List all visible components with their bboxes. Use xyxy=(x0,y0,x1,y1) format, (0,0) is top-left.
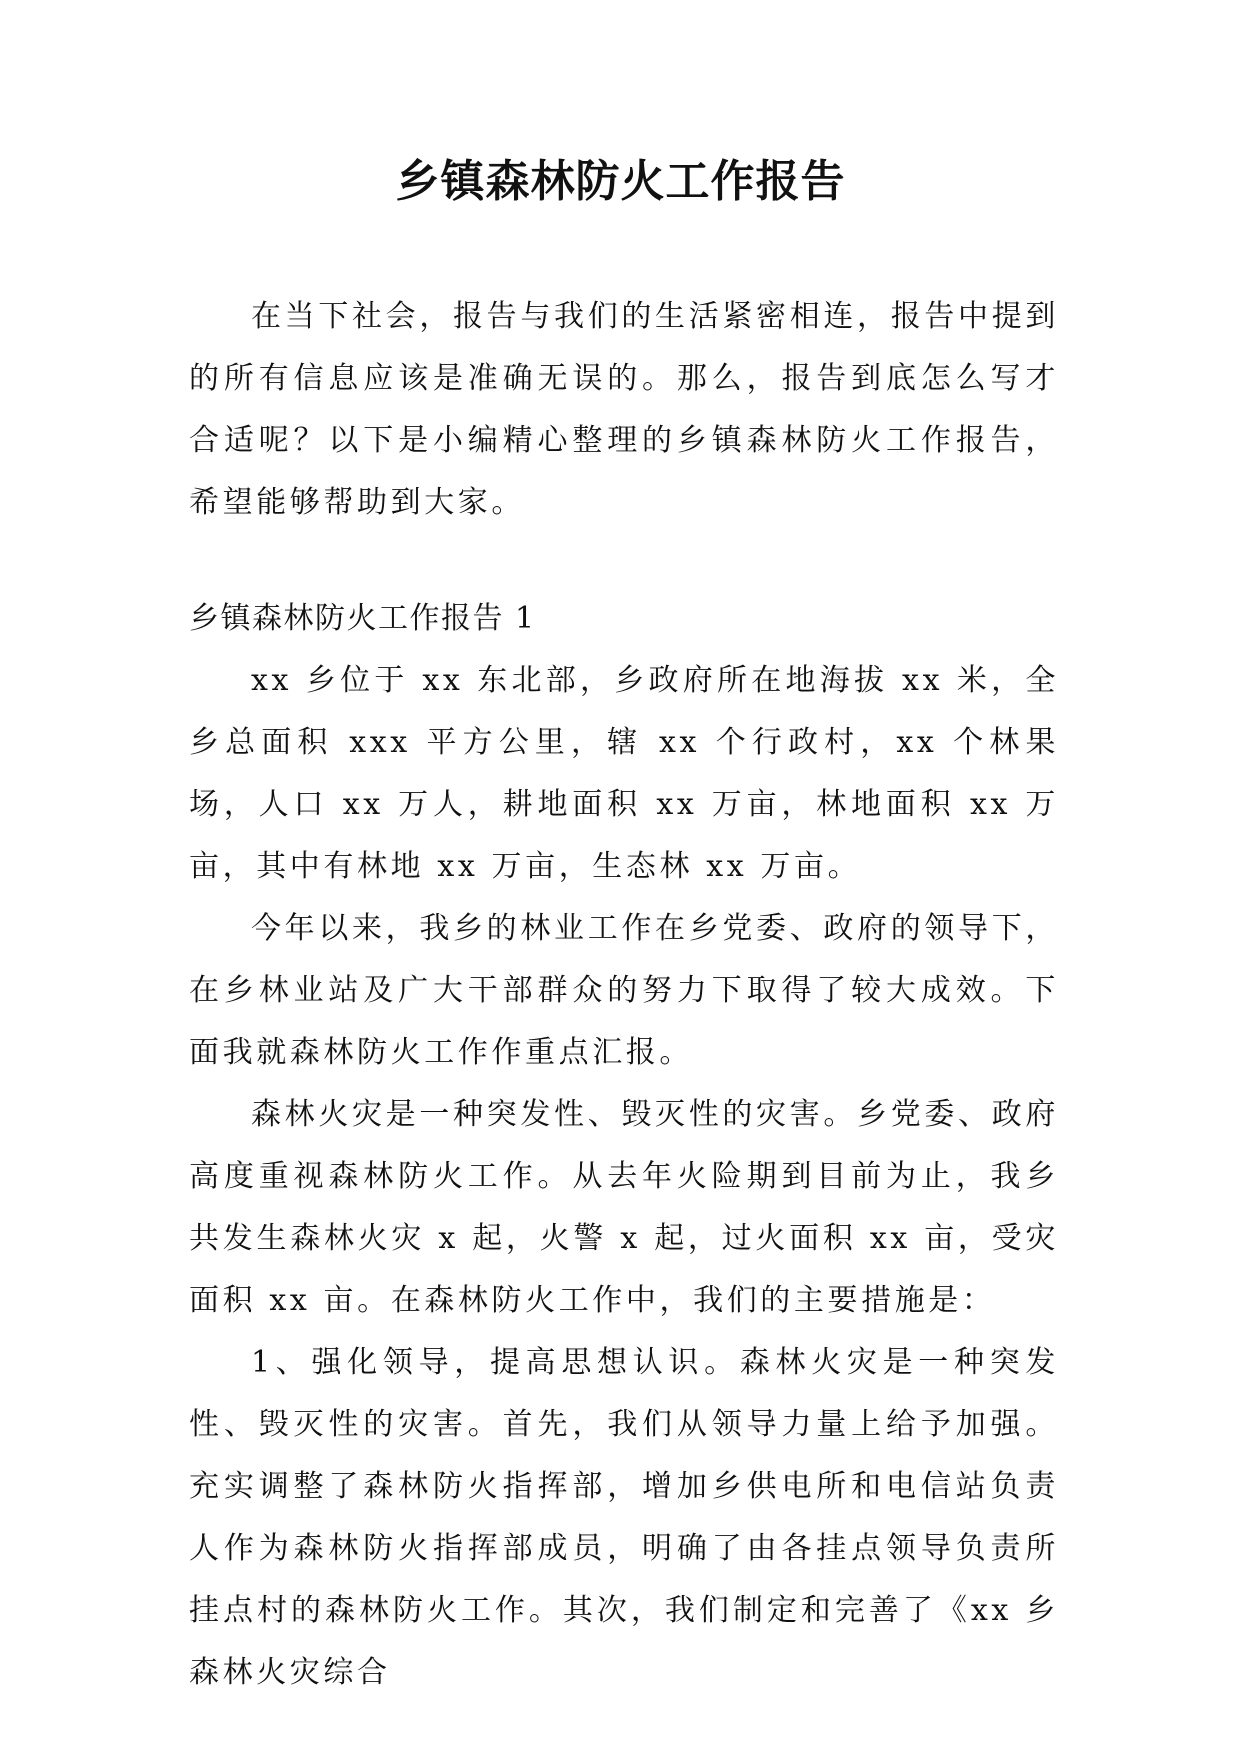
intro-paragraph: 在当下社会，报告与我们的生活紧密相连，报告中提到的所有信息应该是准确无误的。那么，报告到底怎么写才合适呢？以下是小编精心整理的乡镇森林防火工作报告，希望能够帮助到大家。 xyxy=(189,299,1059,520)
document-title: 乡镇森林防火工作报告 xyxy=(395,156,846,207)
section-spacer xyxy=(189,534,1059,588)
section-heading: 乡镇森林防火工作报告 1 xyxy=(189,601,536,636)
body-paragraph: 森林火灾是一种突发性、毁灭性的灾害。乡党委、政府高度重视森林防火工作。从去年火险期到目前为止，我乡共发生森林火灾 x 起，火警 x 起，过火面积 xx 亩，受灾面积 xx 亩。在森林防火工作中，我们的主要措施是： xyxy=(189,1097,1059,1318)
body-paragraph: 今年以来，我乡的林业工作在乡党委、政府的领导下，在乡林业站及广大干部群众的努力下取得了较大成效。下面我就森林防火工作作重点汇报。 xyxy=(189,911,1059,1070)
body-paragraph: 1、强化领导，提高思想认识。森林火灾是一种突发性、毁灭性的灾害。首先，我们从领导力量上给予加强。充实调整了森林防火指挥部，增加乡供电所和电信站负责人作为森林防火指挥部成员，明确了由各挂点领导负责所挂点村的森林防火工作。其次，我们制定和完善了《xx 乡森林火灾综合 xyxy=(189,1345,1059,1690)
body-paragraph: xx 乡位于 xx 东北部，乡政府所在地海拔 xx 米，全乡总面积 xxx 平方公里，辖 xx 个行政村，xx 个林果场，人口 xx 万人，耕地面积 xx 万亩，林地面积 xx 万亩，其中有林地 xx 万亩，生态林 xx 万亩。 xyxy=(189,663,1059,884)
document-body xyxy=(189,286,1059,1704)
